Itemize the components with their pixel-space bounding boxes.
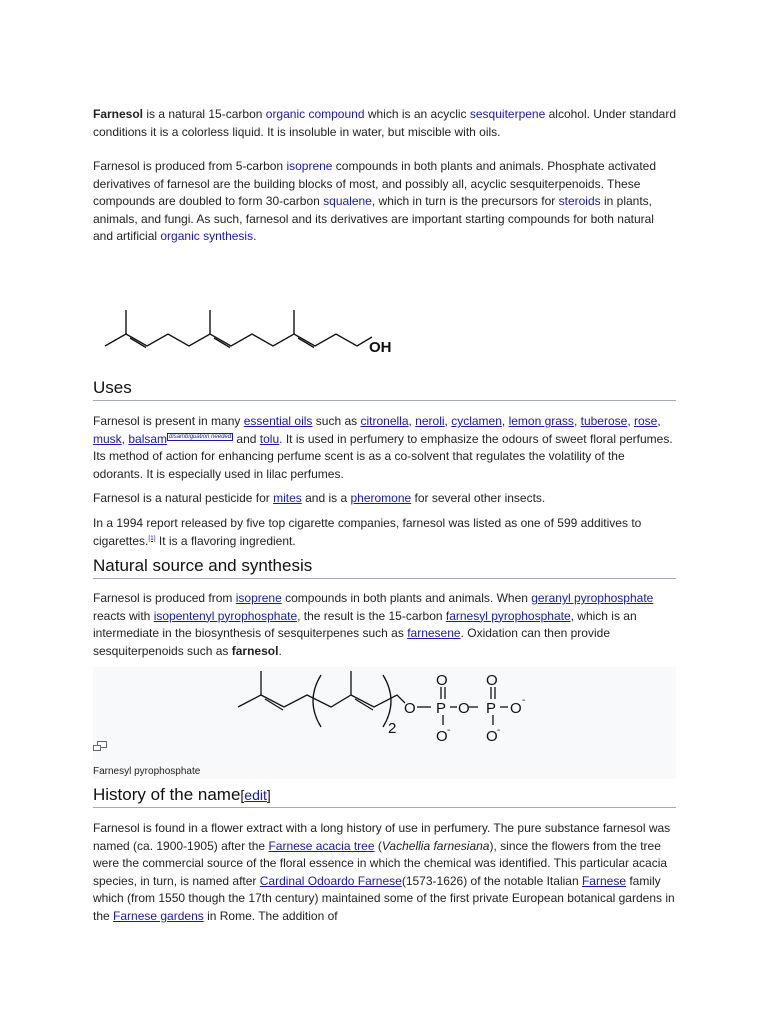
uses-section (93, 413, 676, 557)
atom-p1: P (436, 700, 447, 717)
heading-natural-source: Natural source and synthesis (93, 556, 676, 579)
text: , (121, 431, 129, 446)
link-farnesene[interactable]: farnesene (407, 626, 461, 641)
text: , which is an intermediate in the biosynthesis of sesquiterpenes such as (93, 608, 637, 641)
text: It is a flavoring ingredient. (155, 533, 296, 548)
charge-3: - (522, 695, 526, 706)
text: . (253, 229, 257, 244)
atom-o-bridge: O (404, 700, 416, 717)
text: , (501, 414, 509, 428)
atom-o-middle: O (458, 700, 470, 717)
link-organic-compound[interactable]: organic compound (265, 107, 365, 121)
term-farnesol-bold: farnesol (231, 643, 279, 658)
figure-caption: Farnesyl pyrophosphate (93, 766, 201, 777)
text: in Rome. The addition of (203, 908, 338, 923)
structure-bonds (238, 671, 508, 727)
text: , which in turn is the precursors for (371, 194, 559, 209)
text: Farnesol is a natural pesticide for (93, 491, 274, 506)
text: , (573, 414, 581, 428)
link-geranyl-pyrophosphate[interactable]: geranyl pyrophosphate (531, 591, 654, 605)
text: reacts with (93, 608, 154, 623)
magnify-icon[interactable] (93, 741, 107, 751)
text: (1573-1626) of the notable Italian (401, 873, 582, 888)
text: , the result is the 15-carbon (297, 608, 446, 623)
reference-1[interactable]: [1] (148, 534, 156, 542)
link-lemon-grass[interactable]: lemon grass (508, 414, 574, 428)
atom-o-end: O (510, 700, 522, 717)
figure-farnesyl-pyrophosphate (93, 667, 676, 779)
link-essential-oils[interactable]: essential oils (243, 414, 313, 428)
structure-labels (388, 672, 525, 745)
text: compounds in both plants and animals. Phosphate activated derivatives of farnesol are the building blocks of most, and possibly all, acyclic sesquiterpenoids. These compounds are doubled to form 30-carbon (93, 159, 657, 209)
farnesol-structure-diagram (93, 290, 413, 370)
link-tolu[interactable]: tolu (259, 431, 280, 446)
text: for several other insects. (411, 491, 546, 506)
atom-o-top2: O (486, 672, 498, 689)
link-cyclamen[interactable]: cyclamen (451, 414, 502, 428)
link-sesquiterpene[interactable]: sesquiterpene (469, 107, 546, 121)
edit-bracket-close: ] (266, 787, 271, 803)
text: is a natural 15-carbon (143, 107, 266, 121)
atom-p2: P (486, 700, 497, 717)
text: compounds in both plants and animals. When (281, 591, 532, 605)
text: . It is used in perfumery to emphasize the odours of sweet floral perfumes. Its method of action for enhancing perfume scent is as a co-solvent that regulates the volatility of the odorants. It is especially used in lilac perfumes. (93, 431, 673, 481)
link-organic-synthesis[interactable]: organic synthesis (160, 229, 254, 244)
text: In a 1994 report released by five top cigarette companies, farnesol was listed as one of 599 additives to cigarettes. (93, 515, 642, 548)
text: ), since the flowers from the tree were the commercial source of the floral essence in which the chemical was identified. This particular acacia species, in turn, is named after (93, 838, 668, 888)
text: Farnesol is found in a flower extract with a long history of use in perfumery. The pure substance farnesol was named (ca. 1900-1905) after the (93, 821, 671, 853)
heading-history-text: History of the name (93, 785, 241, 804)
uses-paragraph-2 (93, 490, 676, 508)
term-bold: Farnesol (93, 107, 144, 121)
link-farnese-acacia-tree[interactable]: Farnese acacia tree (268, 838, 375, 853)
link-isoprene[interactable]: isoprene (286, 159, 333, 173)
text: family which (from 1550 though the 17th century) maintained some of the first private European botanical gardens in the (93, 873, 675, 923)
uses-paragraph-3 (93, 515, 676, 550)
link-tuberose[interactable]: tuberose (580, 414, 628, 428)
atom-o-bottom2: O (486, 728, 498, 745)
text: ( (374, 838, 382, 853)
text: and (233, 431, 260, 446)
heading-history (93, 785, 676, 808)
repeat-count: 2 (388, 720, 397, 737)
link-farnese[interactable]: Farnese (581, 873, 626, 888)
text: Farnesol is produced from (93, 591, 236, 605)
text: , (444, 414, 452, 428)
history-section (93, 820, 676, 926)
link-farnesyl-pyrophosphate[interactable]: farnesyl pyrophosphate (445, 608, 571, 623)
link-isoprene-2[interactable]: isoprene (235, 591, 282, 605)
text: such as (312, 414, 361, 428)
text: Farnesol is produced from 5-carbon (93, 159, 287, 173)
text: , (408, 414, 416, 428)
text: . (278, 643, 282, 658)
natural-section (93, 590, 676, 660)
text: in plants, animals, and fungi. As such, farnesol and its derivatives are important starting compounds for both natural and artificial (93, 194, 654, 244)
intro-paragraph-1 (93, 106, 676, 141)
link-pheromone[interactable]: pheromone (350, 491, 412, 506)
text: alcohol. Under standard conditions it is a colorless liquid. It is insoluble in water, but miscible with oils. (93, 107, 677, 139)
link-citronella[interactable]: citronella (360, 414, 409, 428)
hydroxyl-label: OH (369, 339, 392, 356)
text: which is an acyclic (364, 107, 470, 121)
intro-paragraph-2 (93, 158, 676, 246)
link-farnese-gardens[interactable]: Farnese gardens (113, 908, 204, 923)
link-mites[interactable]: mites (273, 491, 302, 506)
link-steroids[interactable]: steroids (558, 194, 601, 209)
link-cardinal-odoardo-farnese[interactable]: Cardinal Odoardo Farnese (259, 873, 402, 888)
edit-bracket-open: [ (240, 787, 245, 803)
atom-o-top1: O (436, 672, 448, 689)
farnesyl-pyrophosphate-structure (233, 669, 533, 753)
uses-paragraph-1 (93, 413, 676, 483)
text: and is a (301, 491, 351, 506)
charge-1: - (447, 725, 451, 736)
link-squalene[interactable]: squalene (323, 194, 372, 209)
disambiguation-needed-tag[interactable]: disambiguation needed (169, 433, 232, 440)
text: . Oxidation can then provide sesquiterpenoids such as (93, 626, 610, 658)
text: Farnesol is present in many (93, 414, 244, 428)
atom-o-bottom1: O (436, 728, 448, 745)
history-paragraph-1 (93, 820, 676, 926)
link-rose[interactable]: rose (633, 414, 658, 428)
text: , (657, 414, 661, 428)
charge-2: - (497, 725, 501, 736)
natural-paragraph-1 (93, 590, 676, 660)
link-musk[interactable]: musk (93, 431, 122, 446)
edit-link[interactable]: edit (244, 787, 267, 803)
skeletal-bonds (105, 310, 372, 348)
heading-uses: Uses (93, 378, 676, 401)
species-name: Vachellia farnesiana (381, 838, 490, 853)
text: , (627, 414, 634, 428)
link-neroli[interactable]: neroli (415, 414, 445, 428)
link-balsam[interactable]: balsam (128, 431, 168, 446)
link-isopentenyl-pyrophosphate[interactable]: isopentenyl pyrophosphate (153, 608, 298, 623)
